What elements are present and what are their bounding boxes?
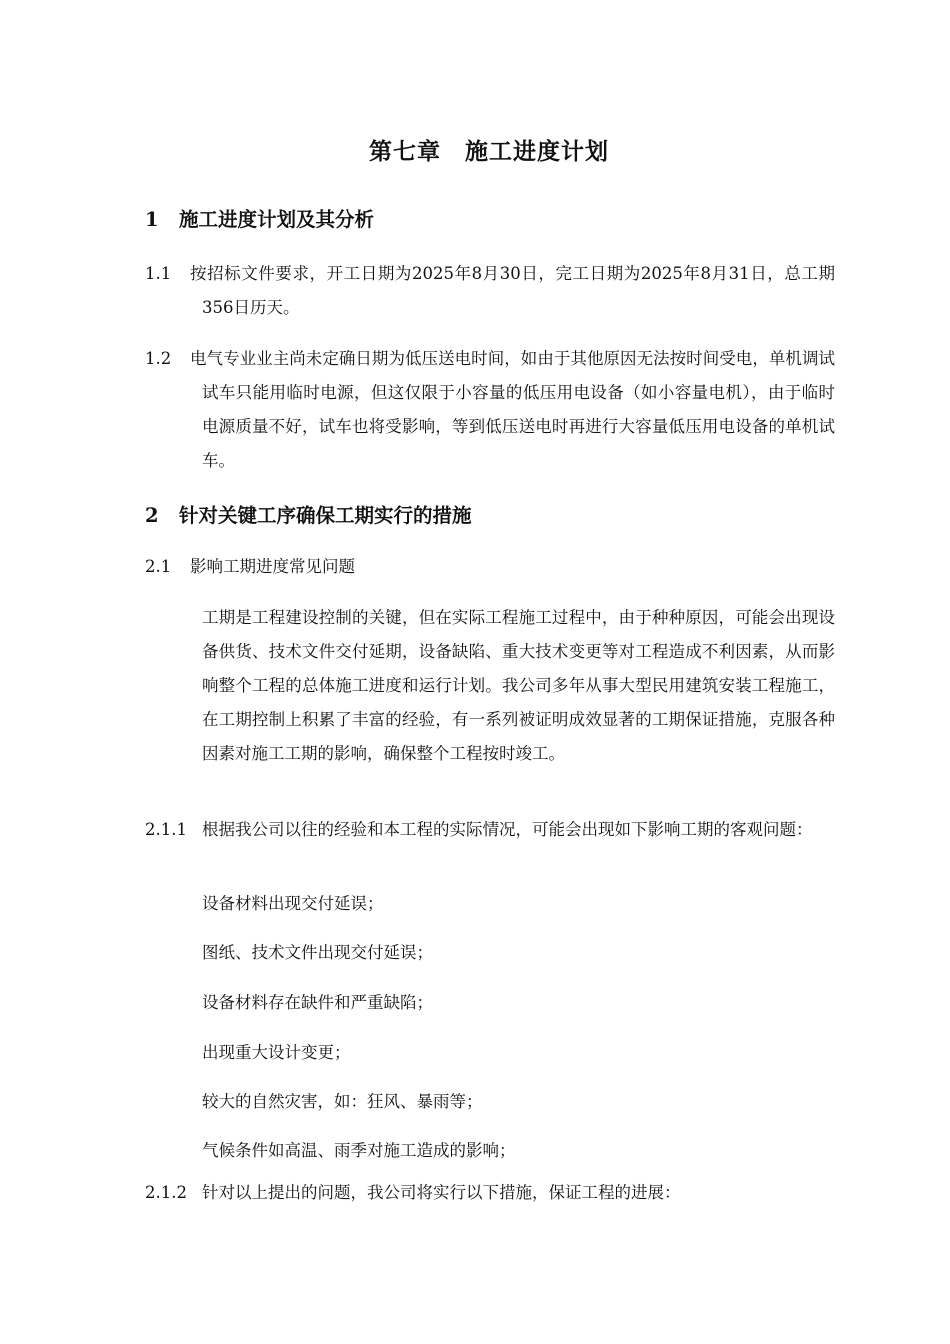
- clause-1-2: [145, 342, 835, 478]
- clause-1-2-number: 1.2: [145, 349, 172, 368]
- clause-2-1-paragraph: 工期是工程建设控制的关键，但在实际工程施工过程中，由于种种原因，可能会出现设备供货、技术文件交付延期，设备缺陷、重大技术变更等对工程造成不利因素，从而影响整个工程的总体施工进度和运行计划。我公司多年从事大型民用建筑安装工程施工，在工期控制上积累了丰富的经验，有一系列被证明成效显著的工期保证措施，克服各种因素对施工工期的影响，确保整个工程按时竣工。: [202, 608, 835, 763]
- section-2-title: 针对关键工序确保工期实行的措施: [179, 504, 472, 527]
- clause-2-1-2: [145, 1176, 835, 1210]
- section-1-title: 施工进度计划及其分析: [179, 208, 375, 231]
- clause-2-1-2-text: 针对以上提出的问题，我公司将实行以下措施，保证工程的进展：: [202, 1183, 681, 1202]
- clause-2-1-2-number: 2.1.2: [145, 1183, 187, 1202]
- clause-2-1-number: 2.1: [145, 557, 172, 576]
- section-2-heading: [145, 500, 472, 528]
- clause-1-1-number: 1.1: [145, 264, 172, 283]
- section-1-number: 1: [145, 208, 159, 231]
- section-1-heading: [145, 204, 374, 232]
- clause-2-1-1-number: 2.1.1: [145, 820, 187, 839]
- clause-1-1-text: 按招标文件要求，开工日期为2025年8月30日，完工日期为2025年8月31日，总工期356日历天。: [190, 264, 835, 317]
- clause-1-2-text: 电气专业业主尚未定确日期为低压送电时间，如由于其他原因无法按时间受电，单机调试试车只能用临时电源，但这仅限于小容量的低压用电设备（如小容量电机），由于临时电源质量不好，试车也将受影响，等到低压送电时再进行大容量低压用电设备的单机试车。: [190, 349, 835, 470]
- clause-2-1-text: 影响工期进度常见问题: [190, 557, 355, 576]
- issue-item: 图纸、技术文件出现交付延误；: [202, 943, 433, 962]
- clause-2-1-1: [145, 813, 835, 843]
- chapter-title: 第七章 施工进度计划: [369, 138, 609, 165]
- issue-item: 较大的自然灾害，如：狂风、暴雨等；: [202, 1092, 483, 1111]
- issue-item: 设备材料存在缺件和严重缺陷；: [202, 993, 433, 1012]
- clause-1-1: [145, 257, 835, 325]
- issue-item: 气候条件如高温、雨季对施工造成的影响；: [202, 1141, 516, 1160]
- clause-2-1: [145, 550, 835, 584]
- issue-item: 出现重大设计变更；: [202, 1043, 351, 1062]
- clause-2-1-1-text: 根据我公司以往的经验和本工程的实际情况，可能会出现如下影响工期的客观问题：: [202, 820, 813, 839]
- section-2-number: 2: [145, 504, 159, 527]
- issue-item: 设备材料出现交付延误；: [202, 894, 384, 913]
